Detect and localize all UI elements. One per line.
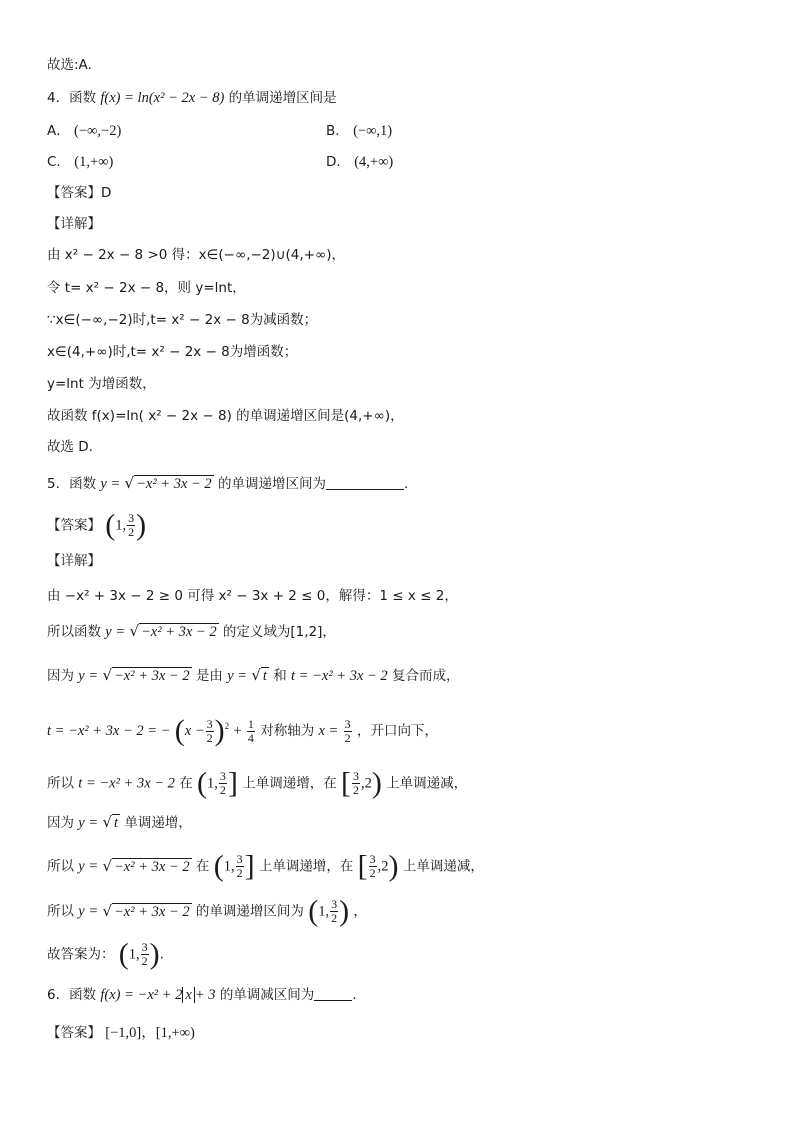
text-line: 故选:A. (47, 57, 92, 73)
option-label: C． (47, 154, 70, 170)
answer-blank (314, 1000, 352, 1001)
question-text: 的单调减区间为 (219, 987, 315, 1003)
question-4 (47, 88, 337, 108)
option-b (326, 119, 392, 140)
solution-line: x∈(4,+∞)时,t= x² − 2x − 8为增函数； (47, 344, 298, 360)
question-6: 6．函数 f(x) = −x² + 2 x + 3 的单调减区间为 . (47, 987, 357, 1003)
detail-heading-4: 【详解】 (47, 216, 101, 232)
question-5: 5．函数 y = √ −x² + 3x − 2 的单调递增区间为 . (47, 474, 409, 492)
option-value: (4,+∞) (354, 154, 394, 170)
answer-label: 【答案】 (47, 517, 101, 534)
solution-line: 所以 y = √ −x² + 3x − 2 在 (1, $\frac{3}{2}$ ] 上单调递增，在 [ $\frac{3}{2}$ ,2) 上单调递减， (47, 849, 484, 883)
answer-6 (47, 1023, 195, 1043)
solution-line: 故答案为： (1, $\frac{3}{2}$ ). (47, 937, 164, 971)
answer-label: 【答案】 (47, 1025, 101, 1041)
answer-5: 【答案】 (1, $\frac{3}{2}$ ) (47, 508, 147, 542)
option-d (326, 150, 393, 171)
solution-line: ∵x∈(−∞,−2)时,t= x² − 2x − 8为减函数； (47, 312, 318, 328)
question-number: 5．函数 (47, 476, 97, 492)
math-y: y = (100, 476, 121, 492)
option-a (47, 119, 121, 140)
solution-line: t = −x² + 3x − 2 = − (x − $\frac{3}{2}$ )$^2$ + $\frac{1}{4}$ 对称轴为 x = $\frac{3}{2}$ ，开口向下， (47, 714, 438, 747)
solution-line: 由 −x² + 3x − 2 ≥ 0 可得 x² − 3x + 2 ≤ 0，解得：1 ≤ x ≤ 2， (47, 588, 458, 604)
option-label: A． (47, 123, 70, 139)
question-number: 4．函数 (47, 90, 97, 106)
solution-line: 所以 y = √ −x² + 3x − 2 的单调递增区间为 (1, $\frac{3}{2}$ ) ， (47, 894, 367, 928)
option-value: (1,+∞) (74, 154, 114, 170)
solution-line: 因为 y = √ −x² + 3x − 2 是由 y = √ t 和 t = −x² + 3x − 2 复合而成， (47, 666, 460, 684)
solution-line: 故选 D. (47, 439, 93, 455)
option-value: (−∞,1) (353, 123, 393, 139)
solution-line: 令 t= x² − 2x − 8，则 y=lnt， (47, 280, 246, 296)
answer-4: 【答案】D (47, 185, 112, 201)
sqrt-expression: √ −x² + 3x − 2 (124, 474, 212, 492)
solution-line: 因为 y = √ t 单调递增， (47, 813, 192, 831)
option-value: (−∞,−2) (74, 123, 122, 139)
detail-heading-5: 【详解】 (47, 553, 101, 569)
solution-line: 所以 t = −x² + 3x − 2 在 (1, $\frac{3}{2}$ ] 上单调递增，在 [ $\frac{3}{2}$ ,2) 上单调递减， (47, 766, 468, 800)
function-expression: f(x) = ln(x² − 2x − 8) (100, 90, 225, 106)
solution-line: y=lnt 为增函数， (47, 376, 156, 392)
answer-value: [−1,0]，[1,+∞) (105, 1025, 195, 1041)
answer-blank (326, 489, 404, 490)
question-number: 6．函数 (47, 987, 97, 1003)
solution-line: 所以函数 y = √ −x² + 3x − 2 的定义域为[1,2]， (47, 622, 336, 640)
question-text: 的单调递增区间是 (228, 90, 337, 106)
option-label: D． (326, 154, 350, 170)
option-label: B． (326, 123, 349, 139)
question-text: 的单调递增区间为 (217, 476, 326, 492)
solution-line: 故函数 f(x)=ln( x² − 2x − 8) 的单调递增区间是(4,+∞)， (47, 408, 404, 424)
solution-line: 由 x² − 2x − 8 >0 得：x∈(−∞,−2)∪(4,+∞)， (47, 247, 346, 263)
option-c (47, 150, 113, 171)
